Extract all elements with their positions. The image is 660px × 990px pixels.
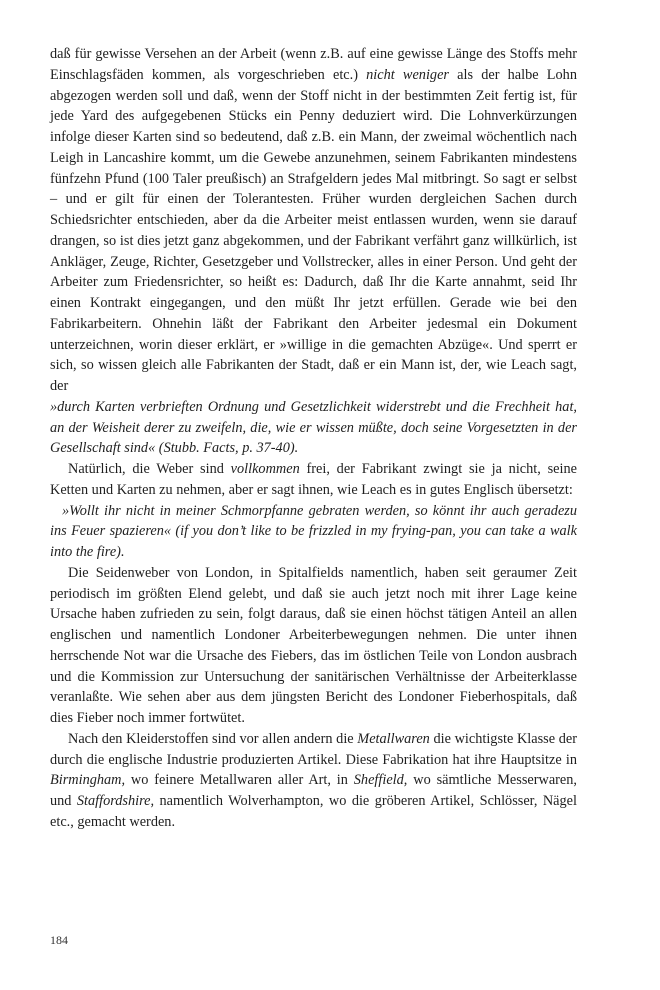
italic-text: nicht weniger bbox=[366, 66, 449, 83]
text-run: Die Seidenweber von London, in Spitalfields namentlich, haben seit geraumer Zeit periodisch im größten Elend gelebt, und daß sie auch jetzt noch mit ihrer Lage keine Ursache haben zufrieden zu sein, folgt daraus, daß sie einen höchst tätigen Anteil an allen englischen und namentlich Londoner Arbeiterbewegungen nehmen. Die unter ihnen herrschende Not war die Ursache des Fiebers, das im östlichen Teile von London ausbrach und die Kommission zur Untersuchung der sanitärischen Verhältnisse der Arbeiterklasse veranlaßte. Wie sehen aber aus dem jüngsten Bericht des Londoner Fieberhospitals, daß dies Fieber noch immer fortwütet. bbox=[50, 564, 577, 726]
text-run: frei, der Fabrikant zwingt sie ja nicht, seine Ketten und Karten zu nehmen, aber er sagt ihnen, wie Leach es in gutes Englisch übersetzt: bbox=[50, 461, 577, 498]
block-quote bbox=[50, 501, 577, 563]
paragraph bbox=[50, 563, 577, 729]
text-run: Nach den Kleiderstoffen sind vor allen andern die bbox=[68, 730, 358, 747]
italic-text: Staffordshire, bbox=[76, 793, 155, 809]
text-run: wo sämtliche Messerwaren, und bbox=[50, 772, 577, 809]
italic-text: vollkommen bbox=[230, 461, 300, 477]
paragraph bbox=[50, 44, 577, 397]
italic-text: »Wollt ihr nicht in meiner Schmorpfanne gebraten werden, so könnt ihr auch geradezu ins Feuer spazieren« (if you don’t like to be frizzled in my frying-pan, you can take a walk into the fire). bbox=[50, 502, 577, 560]
text-run: Natürlich, die Weber sind bbox=[68, 461, 231, 477]
text-run: die wichtigste Klasse der durch die englische Industrie produzierten Artikel. Diese Fabrikation hat ihre Hauptsitze in bbox=[50, 730, 577, 768]
text-run: als der halbe Lohn abgezogen werden soll und daß, wenn der Stoff nicht in der bestimmten Zeit fertig ist, für jede Yard des aufgegebenen Stücks ein Penny deduziert wird. Die Lohnverkürzungen infolge dieser Karten sind so bedeutend, daß z.B. ein Mann, der zweimal wöchentlich nach Leigh in Lancashire kommt, um die Gewebe anzunehmen, seinem Fabrikanten mindestens fünfzehn Pfund (100 Taler preußisch) an Strafgeldern jedes Mal mitbringt. So sagt er selbst – und er gilt für einen der Tolerantesten. Früher wurden dergleichen Sachen durch Schiedsrichter entschieden, aber da die Arbeiter meist entlassen wurden, wenn sie darauf drangen, so ist dies jetzt ganz abgekommen, und der Fabrikant verfährt ganz willkürlich, ist Ankläger, Zeuge, Richter, Gesetzgeber und Vollstrecker, alles in einer Person. Und geht der Arbeiter zum Friedensrichter, so heißt es: Dadurch, daß Ihr die Karte annahmt, seid Ihr einen Kontrakt eingegangen, und den müßt Ihr jetzt erfüllen. Gerade wie bei den Fabrikarbeitern. Ohnehin läßt der Fabrikant den Arbeiter jedesmal ein Dokument unterzeichnen, worin dieser erklärt, er »willige in die gemachten Abzüge«. Und sperrt er sich, so wissen gleich alle Fabrikanten der Stadt, daß er ein Mann ist, der, wie Leach sagt, der bbox=[50, 66, 577, 394]
block-quote bbox=[50, 397, 577, 459]
italic-text: Sheffield, bbox=[353, 772, 408, 789]
text-run: namentlich Wolverhampton, wo die gröberen Artikel, Schlösser, Nägel etc., gemacht werden. bbox=[50, 793, 577, 830]
page-number: 184 bbox=[50, 933, 68, 947]
paragraph bbox=[50, 729, 577, 833]
italic-text: Metallwaren bbox=[357, 730, 430, 747]
text-run: daß für gewisse Versehen an der Arbeit (wenn z.B. auf eine gewisse Länge des Stoffs mehr Einschlagsfäden kommen, als vorgeschrieben etc.) bbox=[50, 46, 577, 83]
italic-text: »durch Karten verbrieften Ordnung und Gesetzlichkeit widerstrebt und die Frechheit hat, an der Weisheit derer zu zweifeln, die, wie er wissen müßte, doch seine Vorgesetzten in der Gesellschaft sind« (Stubb. Facts, p. 37-40). bbox=[50, 398, 577, 457]
paragraph bbox=[50, 459, 577, 501]
page-body bbox=[50, 44, 577, 833]
italic-text: Birmingham, bbox=[50, 772, 126, 789]
text-run: wo feinere Metallwaren aller Art, in bbox=[125, 772, 354, 789]
